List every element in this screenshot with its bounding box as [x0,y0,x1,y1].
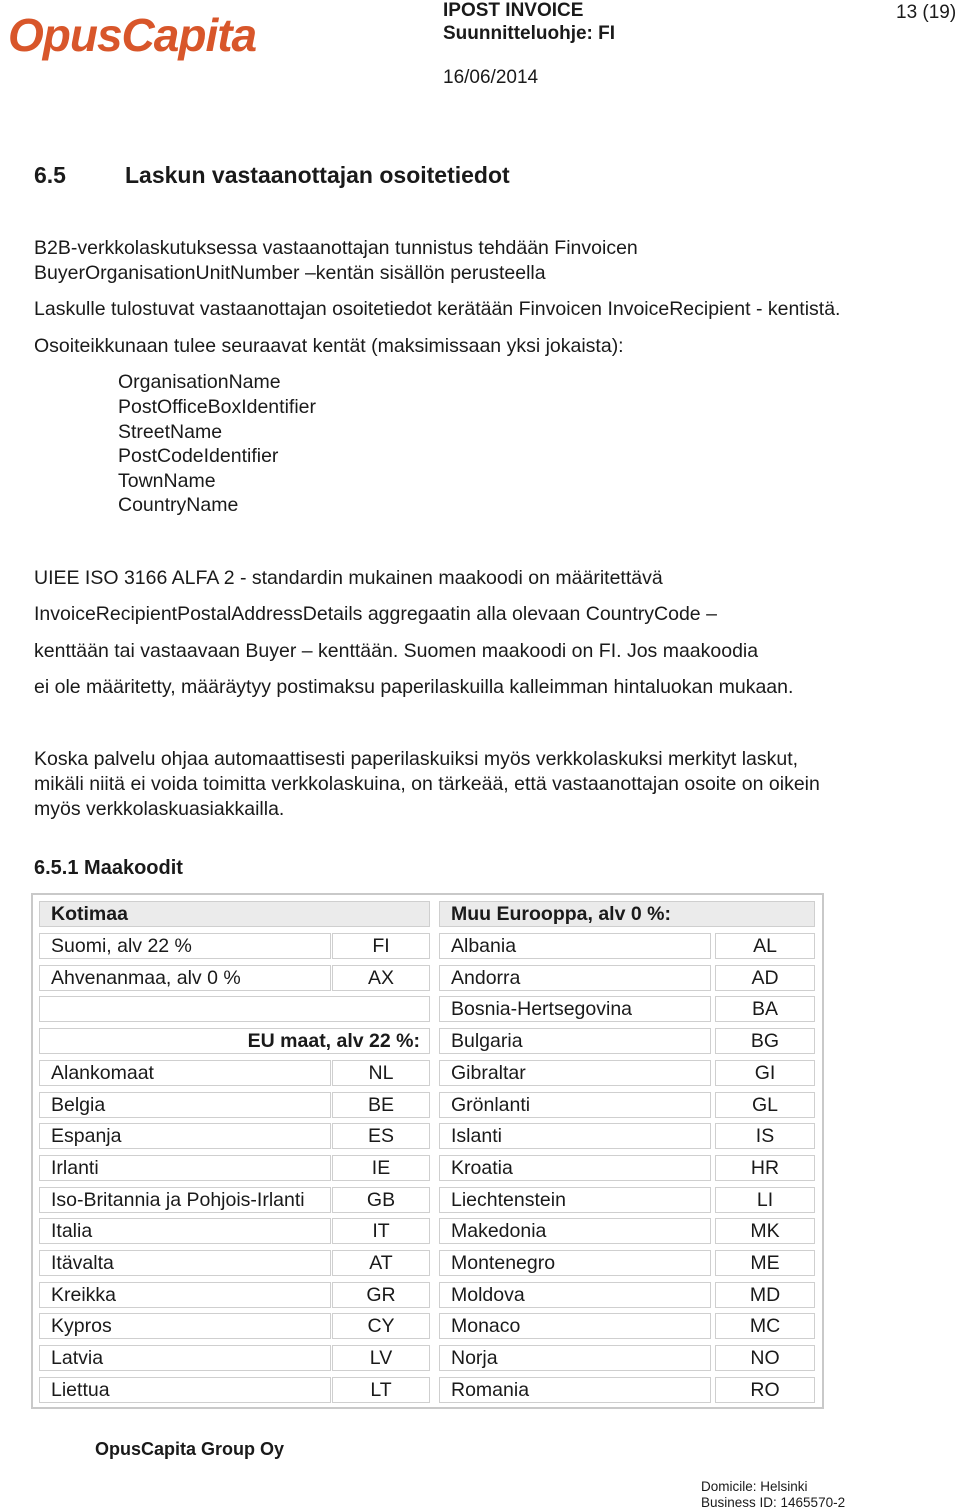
paragraph-line: Laskulle tulostuvat vastaanottajan osoitetiedot kerätään Finvoicen InvoiceRecipient - kentistä. [34,298,841,320]
subsection-title: 6.5.1 Maakoodit [34,857,183,879]
paragraph-line: Koska palvelu ohjaa automaattisesti paperilaskuiksi myös verkkolaskuksi merkityt laskut, [34,748,799,770]
country-name: Bosnia-Hertsegovina [439,996,711,1022]
country-name: Espanja [39,1123,331,1149]
paragraph-line: B2B-verkkolaskutuksessa vastaanottajan tunnistus tehdään Finvoicen [34,237,638,259]
country-code: MK [715,1218,815,1244]
country-code: LT [332,1377,430,1403]
document-subtitle: Suunnitteluohje: FI [443,23,616,44]
field-item: PostCodeIdentifier [118,445,279,467]
country-code-table [31,893,824,1409]
document-title: IPOST INVOICE [443,0,584,21]
country-code: LI [715,1187,815,1213]
table-header-europe: Muu Eurooppa, alv 0 %: [439,901,815,927]
country-code: ES [332,1123,430,1149]
country-name: Kroatia [439,1155,711,1181]
paragraph-line: InvoiceRecipientPostalAddressDetails aggregaatin alla olevaan CountryCode – [34,603,717,625]
footer-company: OpusCapita Group Oy [95,1439,285,1459]
table-empty-cell [39,996,430,1022]
paragraph-line: myös verkkolaskuasiakkailla. [34,798,285,820]
country-code: ME [715,1250,815,1276]
paragraph-line: UIEE ISO 3166 ALFA 2 - standardin mukainen maakoodi on määritettävä [34,567,663,589]
country-name: Kypros [39,1313,331,1339]
country-code: FI [332,933,430,959]
country-name: Monaco [439,1313,711,1339]
country-name: Suomi, alv 22 % [39,933,331,959]
section-title: Laskun vastaanottajan osoitetiedot [125,162,510,188]
paragraph-line: mikäli niitä ei voida toimitta verkkolaskuina, on tärkeää, että vastaanottajan osoite on oikein [34,773,820,795]
country-name: Grönlanti [439,1092,711,1118]
country-code: AT [332,1250,430,1276]
country-name: Liettua [39,1377,331,1403]
country-name: Irlanti [39,1155,331,1181]
paragraph-line: ei ole määritetty, määräytyy postimaksu paperilaskuilla kalleimman hintaluokan mukaan. [34,676,794,698]
country-code: CY [332,1313,430,1339]
country-name: Italia [39,1218,331,1244]
country-code: AL [715,933,815,959]
country-code: AD [715,965,815,991]
country-code: IS [715,1123,815,1149]
country-code: GR [332,1282,430,1308]
country-name: Islanti [439,1123,711,1149]
country-code: GL [715,1092,815,1118]
country-code: GB [332,1187,430,1213]
section-number: 6.5 [34,162,66,188]
country-name: Bulgaria [439,1028,711,1054]
country-code: MC [715,1313,815,1339]
country-code: GI [715,1060,815,1086]
country-name: Belgia [39,1092,331,1118]
country-code: LV [332,1345,430,1371]
field-item: OrganisationName [118,371,281,393]
country-code: BA [715,996,815,1022]
footer-domicile: Domicile: Helsinki [701,1479,808,1494]
country-code: BE [332,1092,430,1118]
country-code: IE [332,1155,430,1181]
country-code: BG [715,1028,815,1054]
country-name: Makedonia [439,1218,711,1244]
country-name: Iso-Britannia ja Pohjois-Irlanti [39,1187,331,1213]
field-item: TownName [118,470,216,492]
field-item: StreetName [118,421,223,443]
country-name: Andorra [439,965,711,991]
country-name: Romania [439,1377,711,1403]
country-code: NL [332,1060,430,1086]
country-name: Gibraltar [439,1060,711,1086]
paragraph-line: kenttään tai vastaavaan Buyer – kenttään. Suomen maakoodi on FI. Jos maakoodia [34,640,759,662]
footer-business-id: Business ID: 1465570-2 [701,1495,846,1510]
field-item: CountryName [118,494,239,516]
country-code: AX [332,965,430,991]
country-code: MD [715,1282,815,1308]
country-code: NO [715,1345,815,1371]
country-name: Norja [439,1345,711,1371]
country-code: RO [715,1377,815,1403]
eu-countries-label: EU maat, alv 22 %: [39,1028,430,1054]
country-name: Itävalta [39,1250,331,1276]
table-header-domestic: Kotimaa [39,901,430,927]
country-name: Alankomaat [39,1060,331,1086]
paragraph-line: BuyerOrganisationUnitNumber –kentän sisällön perusteella [34,262,546,284]
country-name: Latvia [39,1345,331,1371]
country-code: HR [715,1155,815,1181]
opuscapita-logo: OpusCapita [8,9,257,61]
country-name: Montenegro [439,1250,711,1276]
country-name: Liechtenstein [439,1187,711,1213]
country-name: Kreikka [39,1282,331,1308]
document-date: 16/06/2014 [443,67,539,88]
field-item: PostOfficeBoxIdentifier [118,396,316,418]
country-name: Moldova [439,1282,711,1308]
country-name: Albania [439,933,711,959]
country-name: Ahvenanmaa, alv 0 % [39,965,331,991]
page-number: 13 (19) [896,2,957,23]
paragraph-line: Osoiteikkunaan tulee seuraavat kentät (maksimissaan yksi jokaista): [34,335,624,357]
country-code: IT [332,1218,430,1244]
